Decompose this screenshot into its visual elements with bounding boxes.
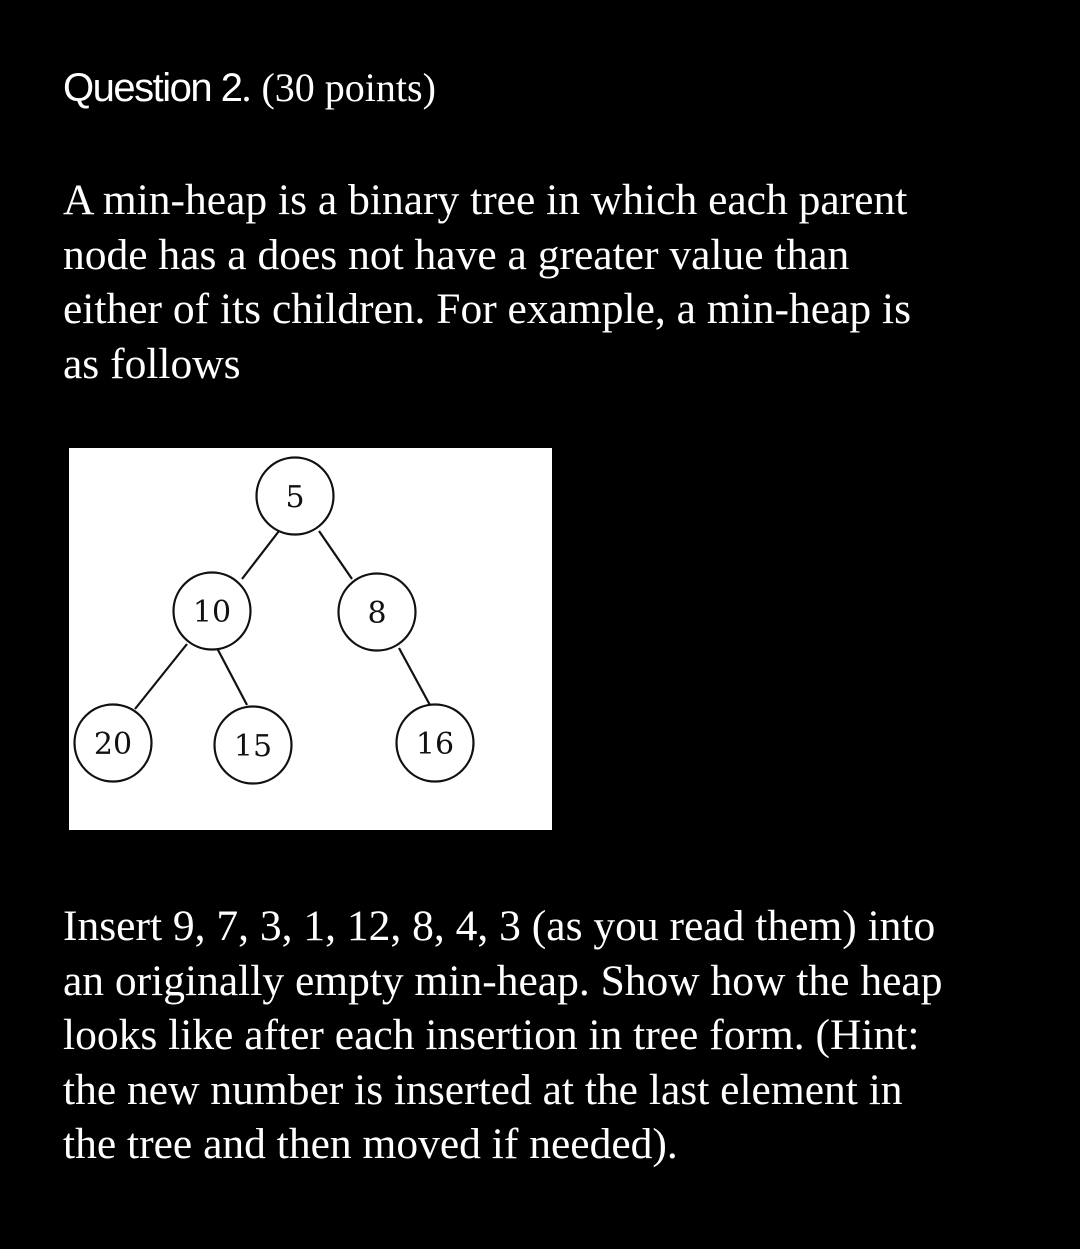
heap-node-left-left: 20	[93, 727, 133, 762]
task-line: the tree and then moved if needed).	[63, 1120, 678, 1168]
intro-line: as follows	[63, 339, 241, 388]
tree-edge	[217, 648, 247, 705]
task-line: the new number is inserted at the last element in	[63, 1065, 903, 1114]
question-points: (30 points)	[261, 65, 436, 110]
heap-node-right-right: 16	[415, 727, 455, 762]
question-heading-period: .	[241, 65, 252, 110]
task-line: Insert 9, 7, 3, 1, 12, 8, 4, 3 (as you read them) into	[63, 902, 936, 950]
task-line: an originally empty min-heap. Show how the heap	[63, 956, 943, 1005]
intro-line: either of its children. For example, a min-heap is	[63, 285, 911, 333]
heap-node-root: 5	[285, 480, 305, 515]
heap-node-left: 10	[192, 595, 232, 630]
tree-edge	[319, 531, 352, 579]
min-heap-tree	[69, 448, 552, 830]
tree-edge	[242, 531, 279, 579]
task-line: looks like after each insertion in tree form. (Hint:	[63, 1011, 920, 1059]
min-heap-figure	[69, 448, 552, 830]
question-title	[63, 62, 436, 114]
tree-edge	[399, 648, 431, 707]
intro-line: node has a does not have a greater value than	[63, 230, 850, 279]
question-heading: Question 2	[63, 66, 242, 110]
heap-node-left-right: 15	[233, 729, 273, 764]
heap-node-right: 8	[367, 596, 387, 631]
intro-line: A min-heap is a binary tree in which each parent	[63, 176, 908, 224]
intro-paragraph	[63, 173, 1053, 391]
tree-edge	[135, 644, 187, 709]
task-paragraph	[63, 899, 1053, 1172]
